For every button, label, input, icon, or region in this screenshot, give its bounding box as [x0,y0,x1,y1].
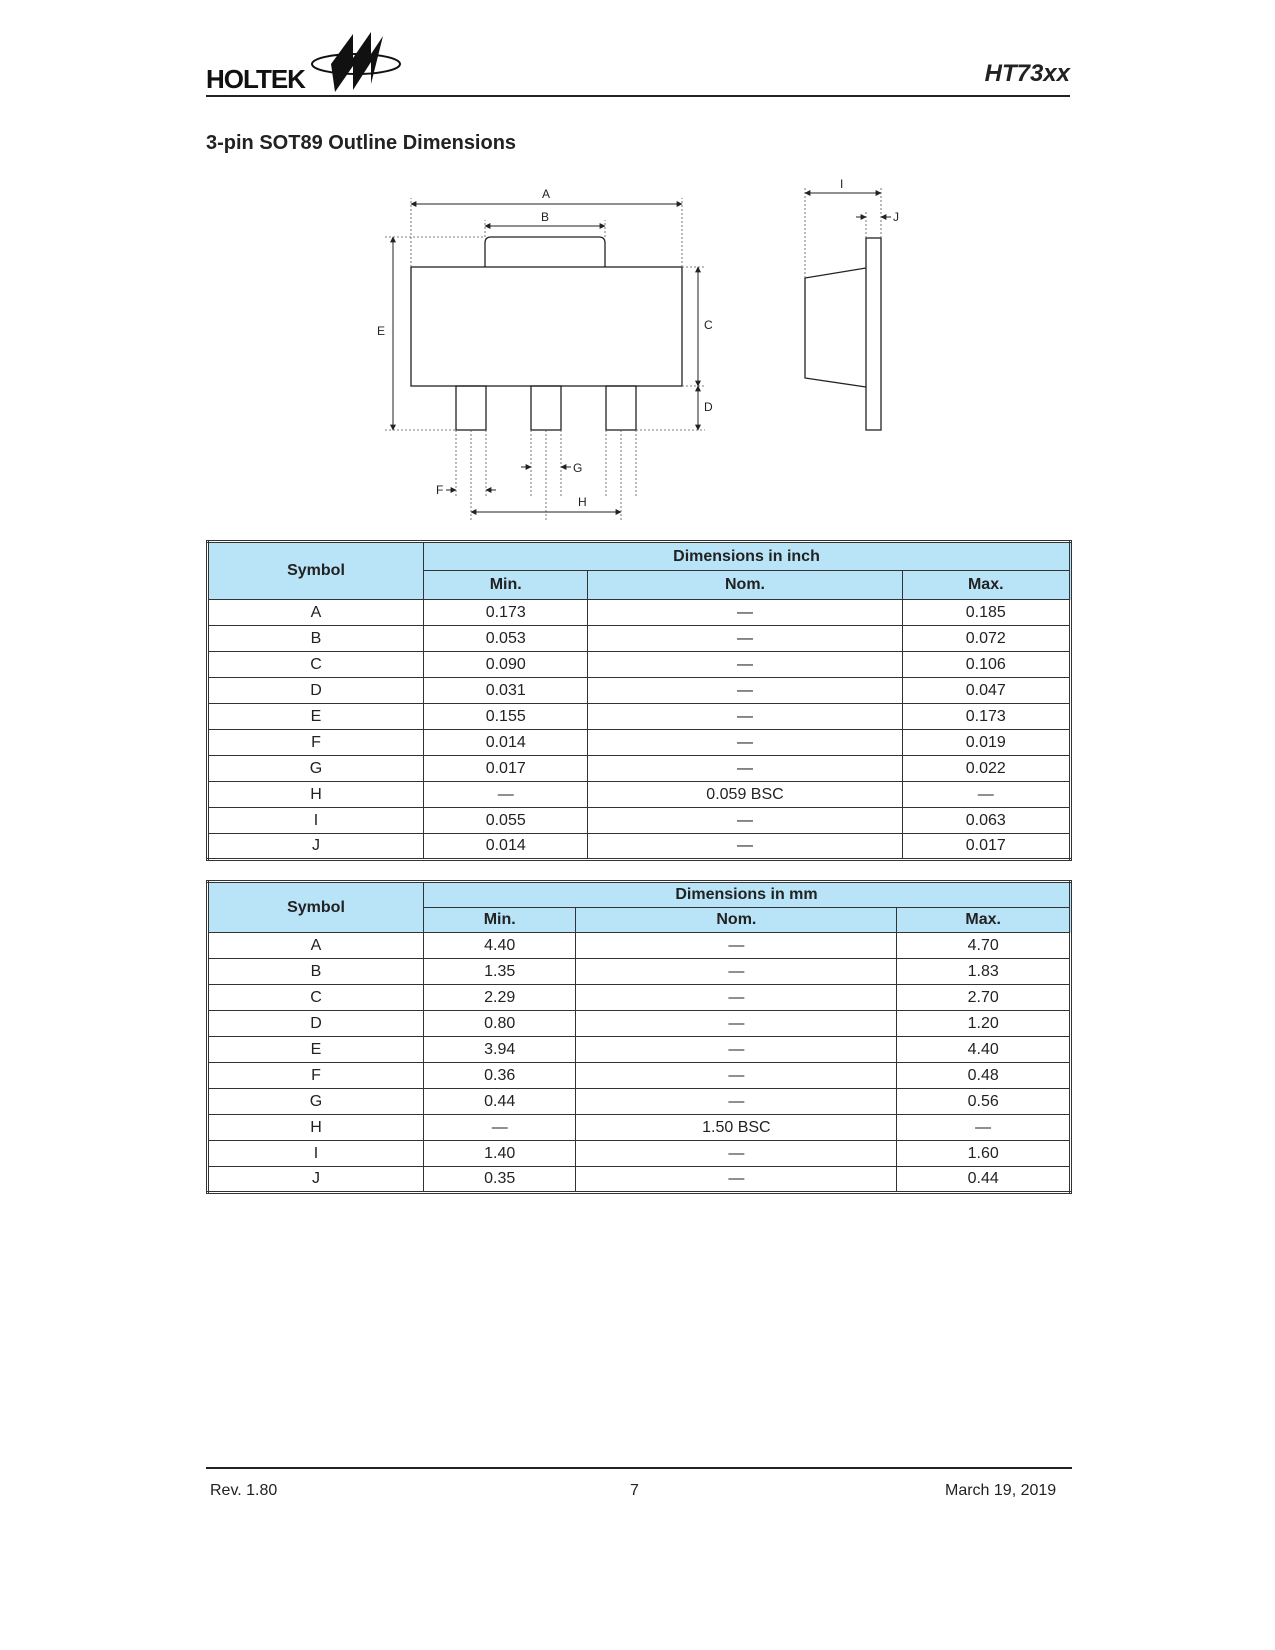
section-title: 3-pin SOT89 Outline Dimensions [206,132,517,154]
table-row [208,1115,1071,1141]
cell-min: 1.35 [424,959,576,985]
cell-symbol: D [208,678,424,704]
cell-symbol: A [208,933,424,959]
dimensions-inch-table [206,540,1072,861]
label-b: B [541,210,550,224]
cell-nom: — [588,704,902,730]
document-title: HT73xx [984,60,1070,87]
cell-max: — [902,782,1070,808]
cell-min: 0.055 [424,808,588,834]
cell-nom: — [588,652,902,678]
cell-symbol: H [208,1115,424,1141]
table-row [208,933,1071,959]
cell-min: 0.014 [424,730,588,756]
cell-min: — [424,782,588,808]
cell-nom: — [576,985,897,1011]
cell-symbol: J [208,834,424,860]
label-f: F [436,483,444,497]
cell-max: 2.70 [897,985,1071,1011]
table-row [208,730,1071,756]
cell-min: 0.014 [424,834,588,860]
table-row [208,652,1071,678]
table-row [208,678,1071,704]
cell-nom: 0.059 BSC [588,782,902,808]
cell-nom: 1.50 BSC [576,1115,897,1141]
label-i: I [840,177,844,191]
table-row [208,985,1071,1011]
cell-nom: — [576,1037,897,1063]
cell-max: 0.44 [897,1167,1071,1193]
cell-min: 0.35 [424,1167,576,1193]
cell-max: — [897,1115,1071,1141]
cell-max: 0.019 [902,730,1070,756]
cell-min: 0.155 [424,704,588,730]
cell-max: 4.40 [897,1037,1071,1063]
cell-max: 0.56 [897,1089,1071,1115]
dimensions-mm-table [206,880,1072,1194]
label-a: A [542,187,551,201]
cell-symbol: F [208,1063,424,1089]
group-header: Dimensions in mm [424,882,1071,908]
table-row [208,704,1071,730]
cell-nom: — [576,1011,897,1037]
cell-min: 0.090 [424,652,588,678]
logo-text: HOLTEK [206,64,305,94]
cell-symbol: C [208,652,424,678]
footer-divider [206,1467,1072,1469]
cell-min: 1.40 [424,1141,576,1167]
cell-max: 0.173 [902,704,1070,730]
cell-min: 0.017 [424,756,588,782]
label-h: H [578,495,587,509]
cell-nom: — [588,600,902,626]
cell-nom: — [576,1167,897,1193]
table-row [208,756,1071,782]
cell-symbol: G [208,1089,424,1115]
label-g: G [573,461,583,475]
cell-symbol: G [208,756,424,782]
cell-max: 0.022 [902,756,1070,782]
cell-max: 0.017 [902,834,1070,860]
date-text: March 19, 2019 [945,1482,1057,1499]
cell-min: 0.44 [424,1089,576,1115]
cell-min: 0.173 [424,600,588,626]
cell-max: 1.60 [897,1141,1071,1167]
sot89-outline-diagram [0,0,1275,540]
cell-symbol: I [208,1141,424,1167]
table-row [208,1089,1071,1115]
cell-nom: — [588,756,902,782]
label-c: C [704,318,713,332]
table-row [208,1063,1071,1089]
cell-symbol: B [208,959,424,985]
cell-symbol: C [208,985,424,1011]
cell-min: 0.36 [424,1063,576,1089]
table-row [208,1167,1071,1193]
cell-nom: — [588,626,902,652]
cell-symbol: J [208,1167,424,1193]
cell-max: 0.047 [902,678,1070,704]
group-header: Dimensions in inch [424,542,1071,571]
col-header-max: Max. [902,571,1070,600]
cell-nom: — [576,959,897,985]
cell-symbol: E [208,704,424,730]
cell-symbol: I [208,808,424,834]
cell-symbol: B [208,626,424,652]
cell-min: 0.031 [424,678,588,704]
symbol-header: Symbol [208,882,424,933]
cell-symbol: D [208,1011,424,1037]
label-d: D [704,400,713,414]
revision-text: Rev. 1.80 [210,1482,278,1499]
table-row [208,1141,1071,1167]
cell-min: 3.94 [424,1037,576,1063]
cell-min: 0.053 [424,626,588,652]
table-row [208,808,1071,834]
cell-max: 0.48 [897,1063,1071,1089]
col-header-max: Max. [897,908,1071,933]
cell-nom: — [588,730,902,756]
symbol-header: Symbol [208,542,424,600]
col-header-nom: Nom. [576,908,897,933]
cell-nom: — [588,678,902,704]
label-e: E [377,324,386,338]
col-header-min: Min. [424,571,588,600]
cell-max: 0.063 [902,808,1070,834]
table-row [208,782,1071,808]
cell-nom: — [576,1063,897,1089]
cell-max: 1.83 [897,959,1071,985]
cell-max: 0.072 [902,626,1070,652]
cell-max: 1.20 [897,1011,1071,1037]
cell-nom: — [588,834,902,860]
table-row [208,959,1071,985]
cell-symbol: E [208,1037,424,1063]
cell-max: 0.185 [902,600,1070,626]
table-row [208,626,1071,652]
table-row [208,834,1071,860]
table-row [208,600,1071,626]
cell-nom: — [588,808,902,834]
table-row [208,1037,1071,1063]
cell-nom: — [576,933,897,959]
cell-symbol: H [208,782,424,808]
cell-min: 2.29 [424,985,576,1011]
label-j: J [893,210,899,224]
table-row [208,1011,1071,1037]
cell-symbol: A [208,600,424,626]
cell-nom: — [576,1089,897,1115]
cell-min: 4.40 [424,933,576,959]
col-header-min: Min. [424,908,576,933]
page-number: 7 [630,1482,639,1499]
cell-nom: — [576,1141,897,1167]
cell-min: — [424,1115,576,1141]
col-header-nom: Nom. [588,571,902,600]
cell-symbol: F [208,730,424,756]
cell-max: 0.106 [902,652,1070,678]
cell-min: 0.80 [424,1011,576,1037]
cell-max: 4.70 [897,933,1071,959]
